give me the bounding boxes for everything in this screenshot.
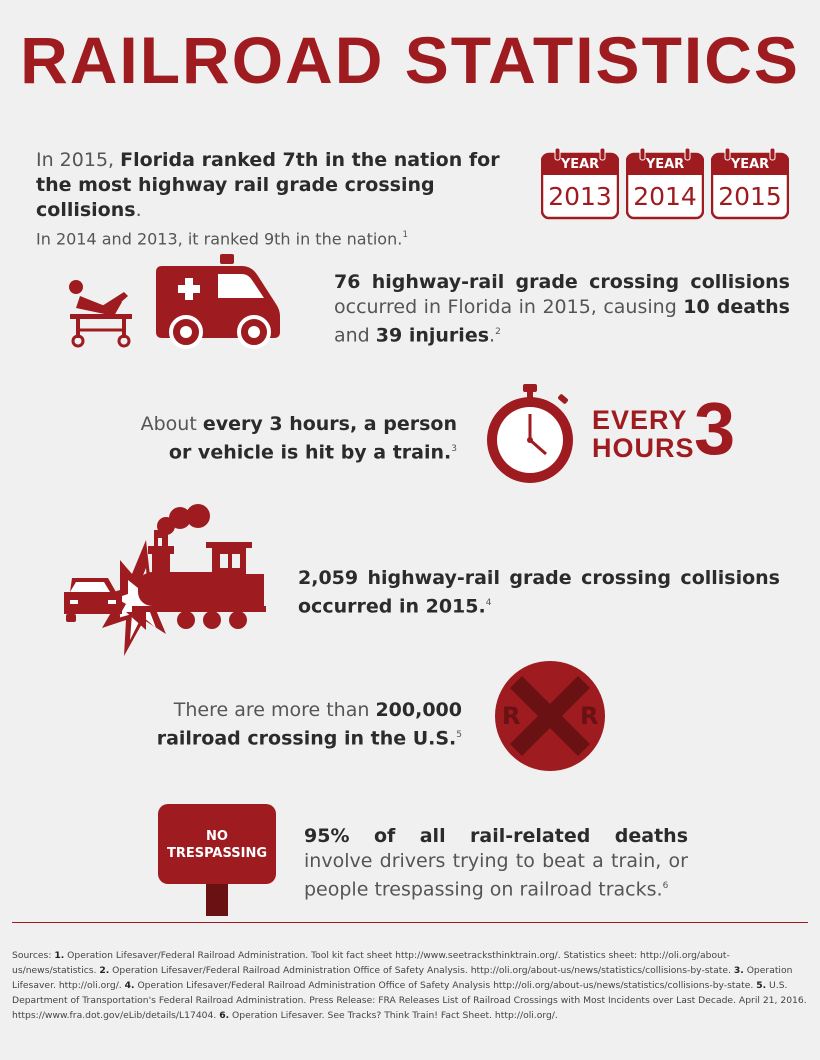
calendar-row <box>541 148 789 218</box>
intro-pre: In 2015, <box>36 149 121 171</box>
calendar-label: YEAR <box>645 157 685 172</box>
page-title: RAILROAD STATISTICS <box>20 23 800 97</box>
no-trespassing-sign-icon <box>158 804 276 916</box>
stat4-bold1: 200,000 <box>375 699 462 721</box>
source-num: 4. <box>124 980 135 991</box>
source-text: Operation Lifesaver/Federal Railroad Administration Office of Safety Analysis. http://oli.org/about-us/news/statistics/collisions-by-state. <box>109 965 734 976</box>
divider <box>12 922 808 923</box>
stat1-bold1: 76 highway-rail grade crossing collisions <box>334 271 790 293</box>
calendar-label: YEAR <box>730 157 770 172</box>
stat-crossings <box>130 698 462 751</box>
source-num: 6. <box>219 1010 230 1021</box>
every-badge-line2: HOURS <box>592 433 695 463</box>
sources <box>12 948 808 1023</box>
intro-post: . <box>135 199 142 221</box>
stat-collisions-2015 <box>298 566 780 619</box>
sources-label: Sources: <box>12 950 55 961</box>
railroad-crossing-sign-icon <box>494 660 606 772</box>
stat-collisions-florida <box>334 270 790 348</box>
crossing-sign-left-letter: R <box>502 702 521 730</box>
source-text: Operation Lifesaver. http://oli.org/. <box>12 965 793 991</box>
patient-stretcher-icon <box>66 278 138 348</box>
calendar-icon <box>541 148 619 218</box>
stat1-mid: occurred in Florida in 2015, causing <box>334 296 684 318</box>
every-badge-line1: EVERY <box>592 405 688 435</box>
calendar-icon <box>626 148 704 218</box>
intro-bold: Florida ranked 7th in the nation for the most highway rail grade crossing collisions <box>36 149 500 221</box>
source-num: 3. <box>733 965 744 976</box>
intro-ref: 1 <box>402 230 409 240</box>
source-text: Operation Lifesaver/Federal Railroad Administration Office of Safety Analysis http://oli.org/about-us/news/statistics/collisions-by-state. <box>134 980 757 991</box>
stat5-ref: 6 <box>662 881 669 891</box>
stat3-ref: 4 <box>485 598 492 608</box>
sign-line2: TRESPASSING <box>166 846 268 861</box>
source-text: Operation Lifesaver. See Tracks? Think Train! Fact Sheet. http://oli.org/. <box>229 1010 558 1021</box>
source-text: U.S. Department of Transportation's Federal Railroad Administration. Press Release: FRA Releases List of Railroad Crossings with Most Incidents over Last Decade. April 21, 2016. https://www.fra.dot.gov/eLib/details/L17404. <box>12 980 807 1021</box>
ambulance-icon <box>156 252 282 350</box>
stat4-pre: There are more than <box>173 699 376 721</box>
stat1-mid2: and <box>334 324 376 347</box>
crossing-sign-right-letter: R <box>580 702 599 730</box>
stat4-bold2: railroad crossing in the U.S. <box>156 727 457 750</box>
calendar-year: 2013 <box>548 182 612 211</box>
stat1-post: . <box>489 324 496 347</box>
source-num: 2. <box>99 965 110 976</box>
stat4-ref: 5 <box>456 730 462 740</box>
stat1-bold3: 39 injuries <box>375 324 490 347</box>
stopwatch-icon <box>484 384 576 484</box>
intro-line2: In 2014 and 2013, it ranked 9th in the nation. <box>36 229 403 249</box>
stat5-bold: 95% of all rail-related deaths <box>304 825 688 847</box>
calendar-icon <box>711 148 789 218</box>
car-icon <box>64 578 122 622</box>
stat3-bold: 2,059 highway-rail grade crossing collisions occurred in 2015. <box>298 567 780 618</box>
calendar-year: 2014 <box>633 182 697 211</box>
stat2-bold: every 3 hours, a person or vehicle is hit by a train. <box>168 413 457 464</box>
source-num: 5. <box>756 980 767 991</box>
source-num: 1. <box>54 950 65 961</box>
every-badge-number: 3 <box>694 387 736 470</box>
intro-text <box>36 148 516 251</box>
source-text: Operation Lifesaver/Federal Railroad Administration. Tool kit fact sheet http://www.seetracksthinktrain.org/. Statistics sheet: http://oli.org/about-us/news/statistics. <box>12 950 730 976</box>
sign-line1: NO <box>206 829 228 844</box>
calendar-year: 2015 <box>718 182 782 211</box>
stat5-post: involve drivers trying to beat a train, or people trespassing on railroad tracks. <box>304 850 688 901</box>
stat2-ref: 3 <box>451 444 457 454</box>
stat1-ref: 2 <box>495 327 501 337</box>
stat1-bold2: 10 deaths <box>683 296 790 318</box>
stat-rail-deaths <box>304 824 688 902</box>
stat-every-3-hours <box>112 412 457 465</box>
train-collision-illustration <box>62 504 272 660</box>
stat2-pre: About <box>140 413 203 435</box>
calendar-label: YEAR <box>560 157 600 172</box>
